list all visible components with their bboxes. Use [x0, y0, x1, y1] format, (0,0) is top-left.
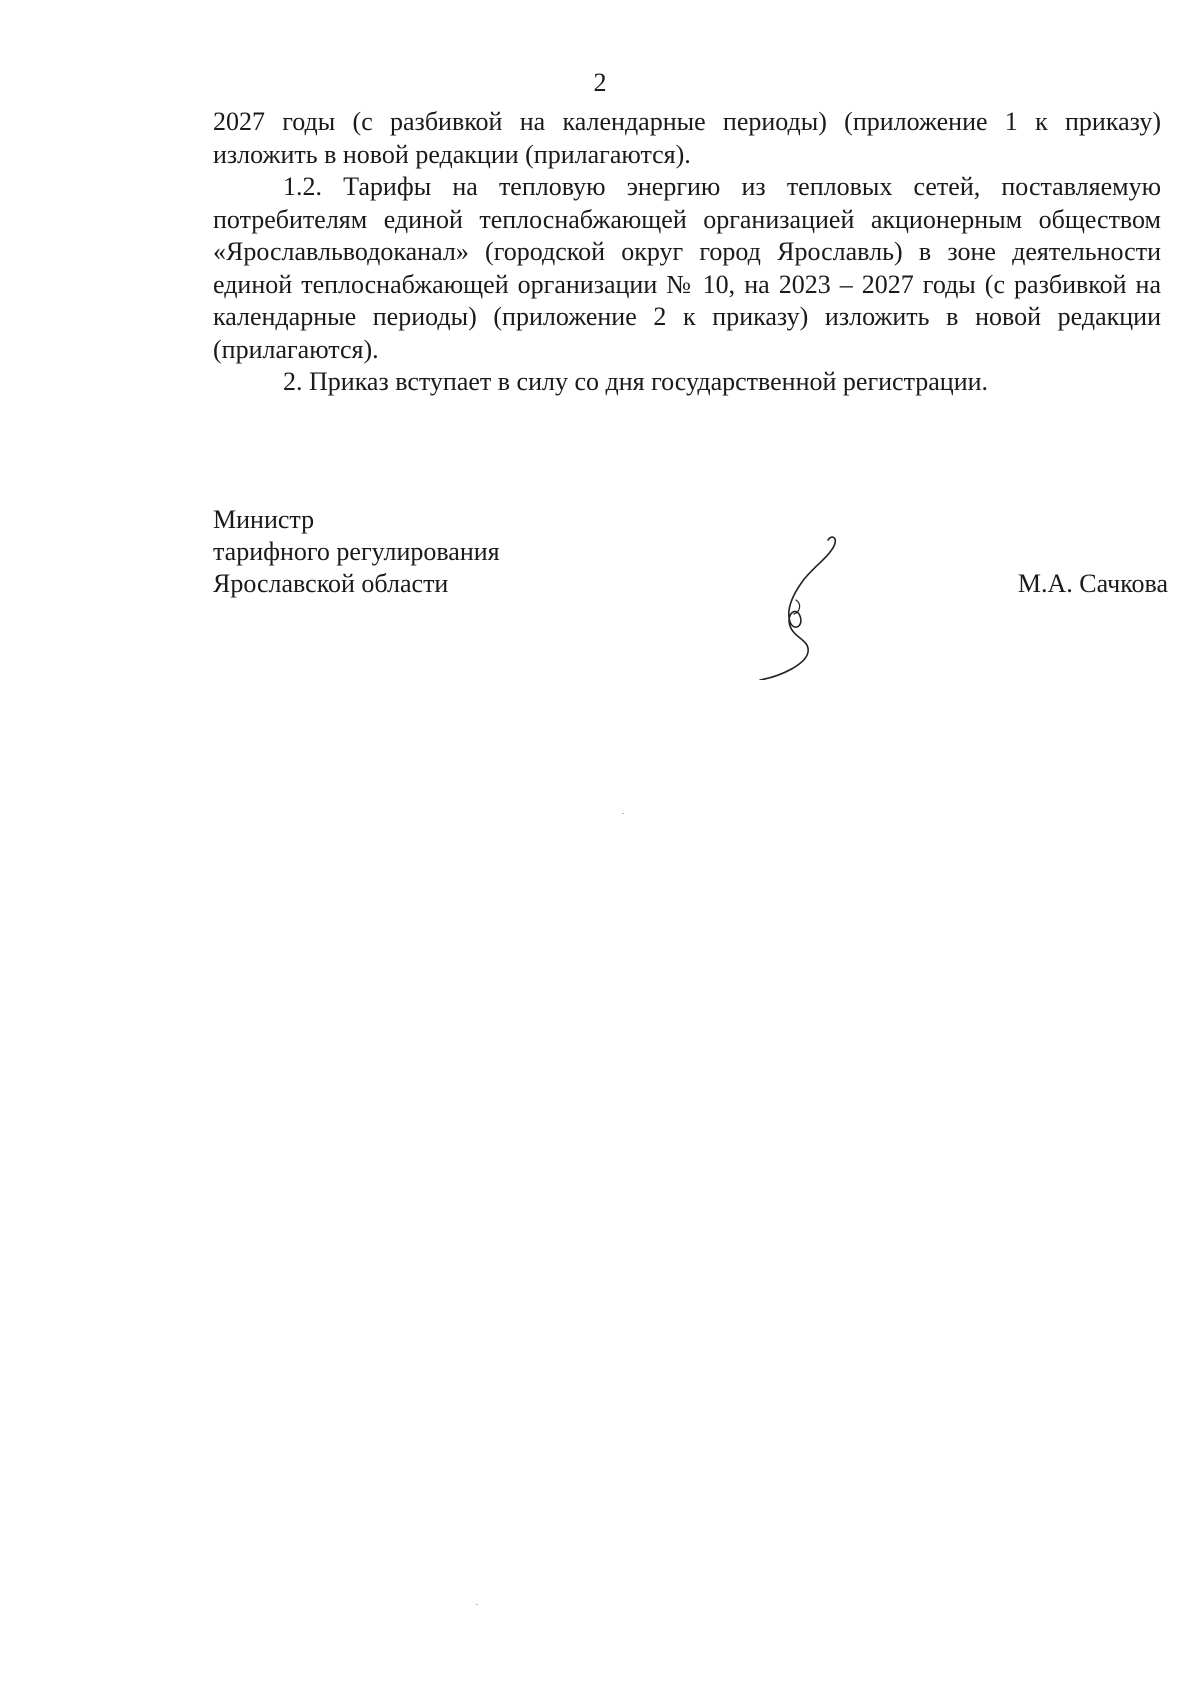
- page-number: 2: [593, 68, 607, 97]
- scan-artifact: [622, 813, 624, 814]
- paragraph-item-1-2: 1.2. Тарифы на тепловую энергию из тепловых сетей, поставляемую потребителям единой теплоснабжающей организацией акционерным обществом «Ярославльводоканал» (городской округ город Ярославль) в зоне деятельности единой теплоснабжающей организации № 10, на 2023 – 2027 годы (с разбивкой на календарные периоды) (приложение 2 к приказу) изложить в новой редакции (прилагаются).: [213, 172, 1161, 364]
- position-line: тарифного регулирования: [213, 537, 500, 566]
- signatory-name: М.А. Сачкова: [1017, 569, 1168, 598]
- signatory-position: [213, 504, 500, 600]
- paragraph-continuation: 2027 годы (с разбивкой на календарные периоды) (приложение 1 к приказу) изложить в новой редакции (прилагаются).: [213, 107, 1161, 169]
- position-line: Ярославской области: [213, 569, 449, 598]
- scan-artifact: [476, 1604, 478, 1605]
- handwritten-signature: [752, 530, 862, 680]
- position-line: Министр: [213, 505, 315, 534]
- paragraph-item-2: 2. Приказ вступает в силу со дня государственной регистрации.: [283, 367, 989, 396]
- document-body: [213, 106, 1161, 399]
